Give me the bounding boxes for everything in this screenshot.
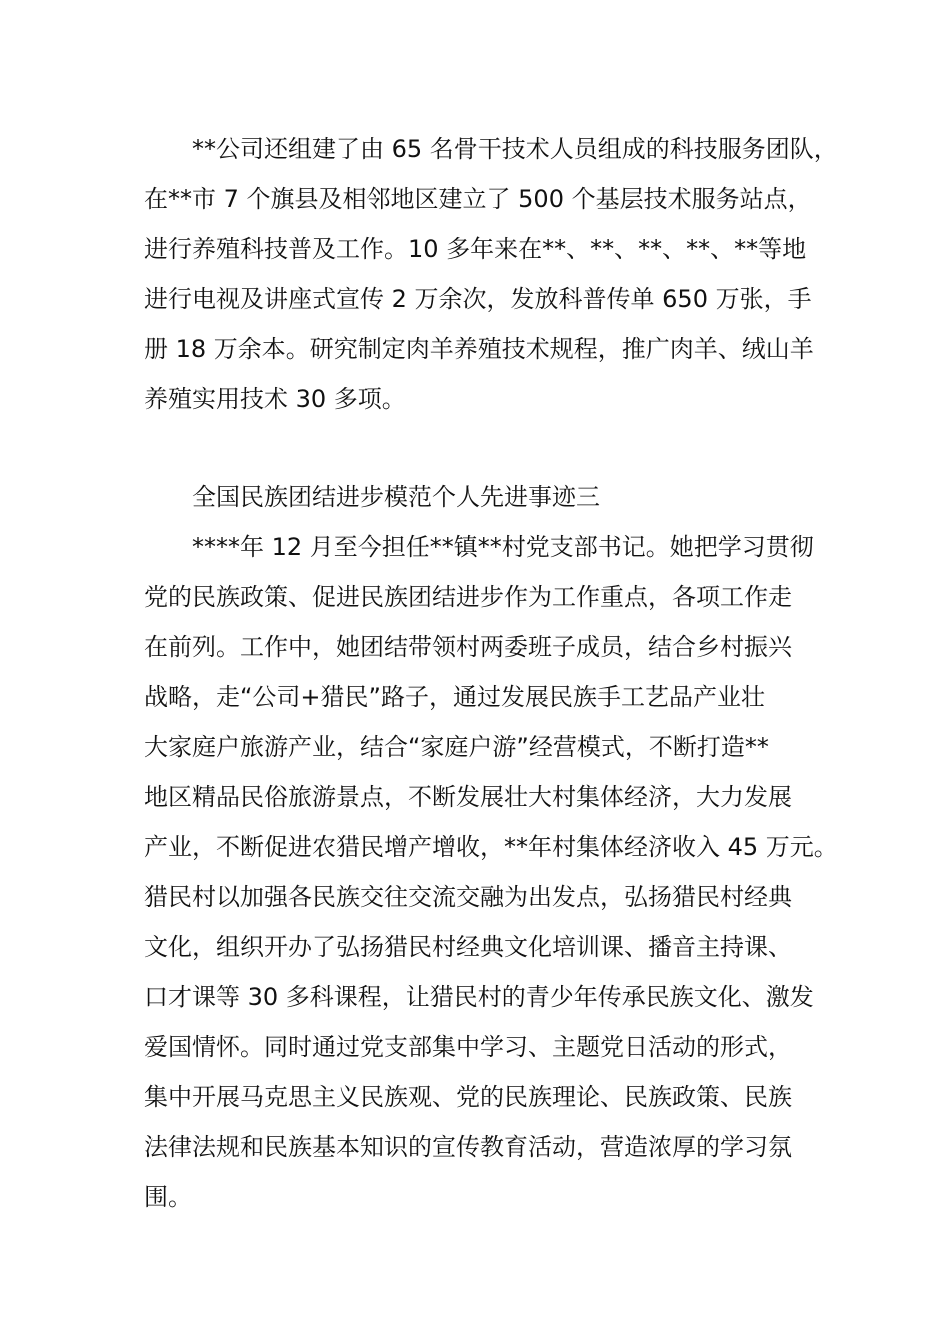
paragraph-line: 战略，走“公司+猎民”路子，通过发展民族手工艺品产业壮 (144, 683, 765, 711)
paragraph-line: 大家庭户旅游产业，结合“家庭户游”经营模式，不断打造** (144, 733, 769, 761)
paragraph-line: 在**市 7 个旗县及相邻地区建立了 500 个基层技术服务站点， (144, 185, 812, 213)
paragraph-line: 围。 (144, 1183, 192, 1211)
paragraph-line: 法律法规和民族基本知识的宣传教育活动，营造浓厚的学习氛 (144, 1133, 792, 1161)
paragraph-line: 口才课等 30 多科课程，让猎民村的青少年传承民族文化、激发 (144, 983, 814, 1011)
paragraph-line: **公司还组建了由 65 名骨干技术人员组成的科技服务团队， (192, 135, 838, 163)
paragraph-party-secretary (144, 522, 838, 1222)
paragraph-line: 猎民村以加强各民族交往交流交融为出发点，弘扬猎民村经典 (144, 883, 792, 911)
paragraph-line: 进行电视及讲座式宣传 2 万余次，发放科普传单 650 万张，手 (144, 285, 812, 313)
paragraph-line: 集中开展马克思主义民族观、党的民族理论、民族政策、民族 (144, 1083, 792, 1111)
section-heading-text: 全国民族团结进步模范个人先进事迹三 (192, 483, 600, 511)
paragraph-line: 册 18 万余本。研究制定肉羊养殖技术规程，推广肉羊、绒山羊 (144, 335, 814, 363)
section-heading (144, 472, 824, 522)
paragraph-line: 党的民族政策、促进民族团结进步作为工作重点，各项工作走 (144, 583, 792, 611)
paragraph-line: 进行养殖科技普及工作。10 多年来在**、**、**、**、**等地 (144, 235, 807, 263)
paragraph-line: 养殖实用技术 30 多项。 (144, 385, 406, 413)
paragraph-line: 在前列。工作中，她团结带领村两委班子成员，结合乡村振兴 (144, 633, 792, 661)
paragraph-line: 爱国情怀。同时通过党支部集中学习、主题党日活动的形式， (144, 1033, 792, 1061)
paragraph-line: 文化，组织开办了弘扬猎民村经典文化培训课、播音主持课、 (144, 933, 792, 961)
paragraph-line: 产业，不断促进农猎民增产增收，**年村集体经济收入 45 万元。 (144, 833, 838, 861)
paragraph-technology-service (144, 124, 838, 424)
paragraph-line: ****年 12 月至今担任**镇**村党支部书记。她把学习贯彻 (192, 533, 814, 561)
paragraph-line: 地区精品民俗旅游景点，不断发展壮大村集体经济，大力发展 (144, 783, 792, 811)
